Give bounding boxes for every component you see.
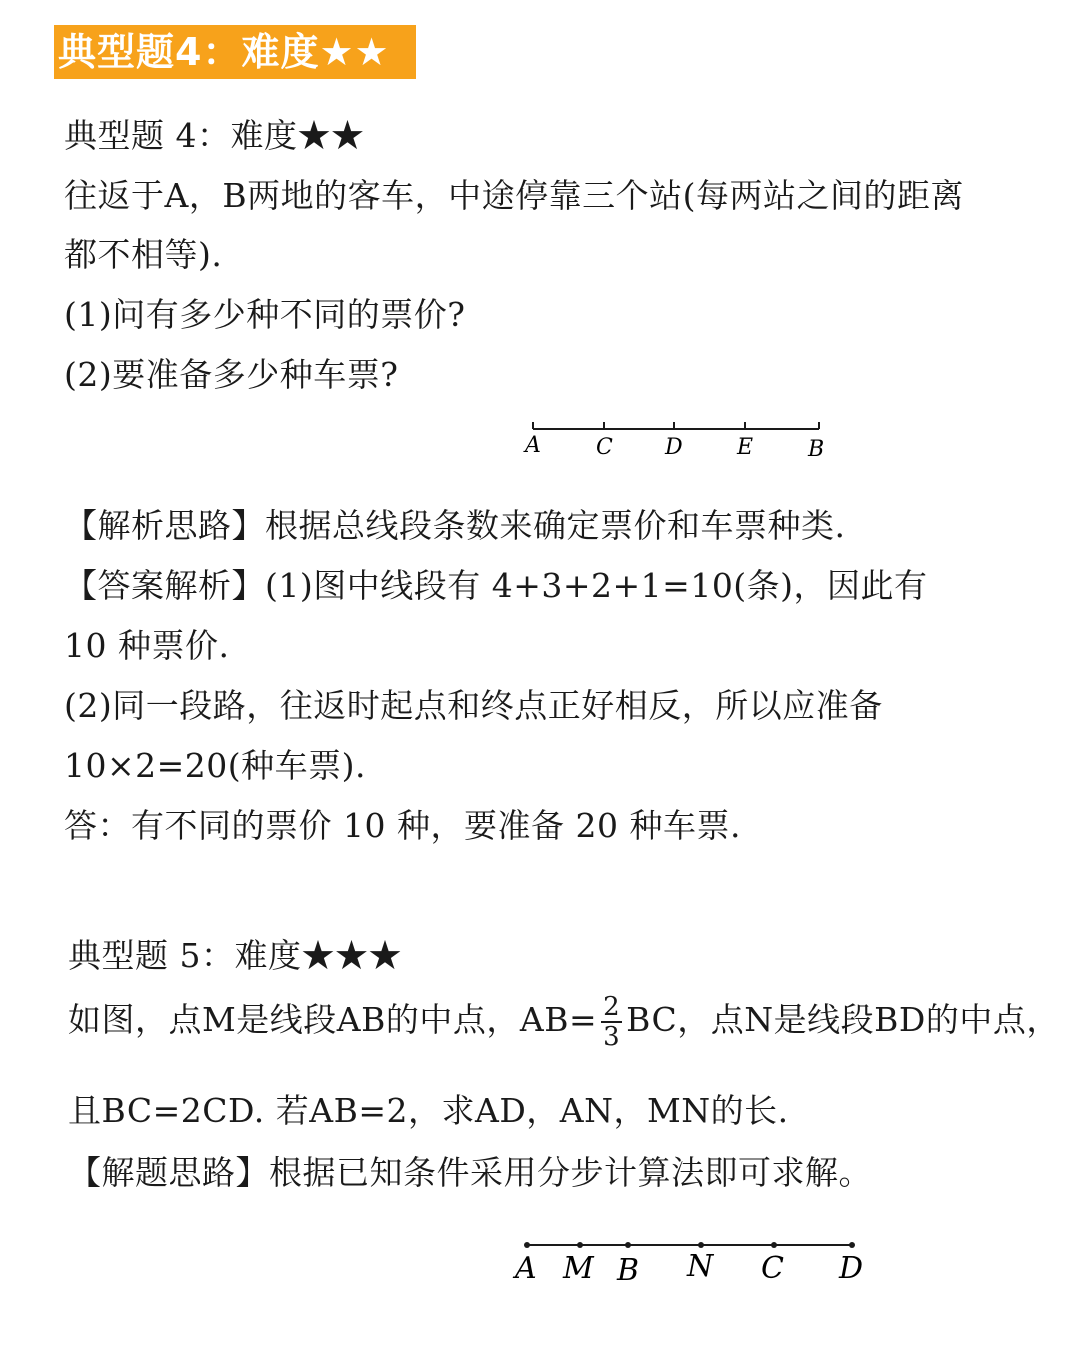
problem-4-question-2: (2)要准备多少种车票? bbox=[64, 355, 399, 394]
point-label-C: C bbox=[761, 1251, 784, 1286]
problem-4-title: 典型题 4：难度★★ bbox=[64, 116, 365, 155]
point-label-B: B bbox=[617, 1253, 640, 1288]
problem-4-text-line: 都不相等). bbox=[64, 235, 223, 274]
problem-5-line-diagram bbox=[505, 1232, 875, 1288]
problem-4-analysis: 【解析思路】根据总线段条数来确定票价和车票种类. bbox=[64, 506, 846, 545]
section-banner: 典型题4：难度★★ bbox=[54, 25, 416, 79]
point-label-A: A bbox=[515, 1251, 537, 1286]
problem-4-answer-line: 【答案解析】(1)图中线段有 4+3+2+1=10(条)，因此有 bbox=[64, 566, 928, 605]
problem-5-hint: 【解题思路】根据已知条件采用分步计算法即可求解。 bbox=[68, 1153, 872, 1192]
point-label-C: C bbox=[596, 435, 613, 460]
problem-5-title: 典型题 5：难度★★★ bbox=[68, 936, 402, 975]
problem-4-question-1: (1)问有多少种不同的票价? bbox=[64, 295, 466, 334]
point-label-D: D bbox=[839, 1251, 864, 1286]
problem-4-answer-line: (2)同一段路，往返时起点和终点正好相反，所以应准备 bbox=[64, 686, 883, 725]
problem-5-text-part: BC，点N是线段BD的中点， bbox=[626, 1000, 1060, 1039]
problem-4-line-diagram bbox=[515, 412, 835, 464]
problem-4-answer-line: 10×2=20(种车票). bbox=[64, 746, 367, 785]
fraction-numerator: 2 bbox=[603, 992, 621, 1022]
problem-4-answer-line: 10 种票价. bbox=[64, 626, 230, 665]
point-label-M: M bbox=[563, 1251, 594, 1286]
point-label-N: N bbox=[687, 1249, 714, 1284]
problem-4-final-answer: 答：有不同的票价 10 种，要准备 20 种车票. bbox=[64, 806, 741, 845]
fraction-denominator: 3 bbox=[603, 1022, 621, 1052]
problem-4-text-line: 往返于A，B两地的客车，中途停靠三个站(每两站之间的距离 bbox=[64, 176, 964, 215]
fraction-two-thirds bbox=[601, 993, 622, 1051]
problem-5-text-part: 如图，点M是线段AB的中点，AB= bbox=[68, 1000, 598, 1039]
problem-5-text-line: 且BC=2CD. 若AB=2，求AD，AN，MN的长. bbox=[68, 1091, 789, 1130]
point-label-B: B bbox=[808, 437, 825, 462]
point-N bbox=[698, 1242, 704, 1248]
point-label-A: A bbox=[525, 433, 541, 458]
point-C bbox=[771, 1242, 777, 1248]
point-D bbox=[849, 1242, 855, 1248]
point-A bbox=[524, 1242, 530, 1248]
point-M bbox=[577, 1242, 583, 1248]
point-label-E: E bbox=[737, 435, 754, 460]
point-label-D: D bbox=[665, 435, 683, 460]
point-B bbox=[625, 1242, 631, 1248]
problem-5-text-line bbox=[68, 993, 1060, 1051]
